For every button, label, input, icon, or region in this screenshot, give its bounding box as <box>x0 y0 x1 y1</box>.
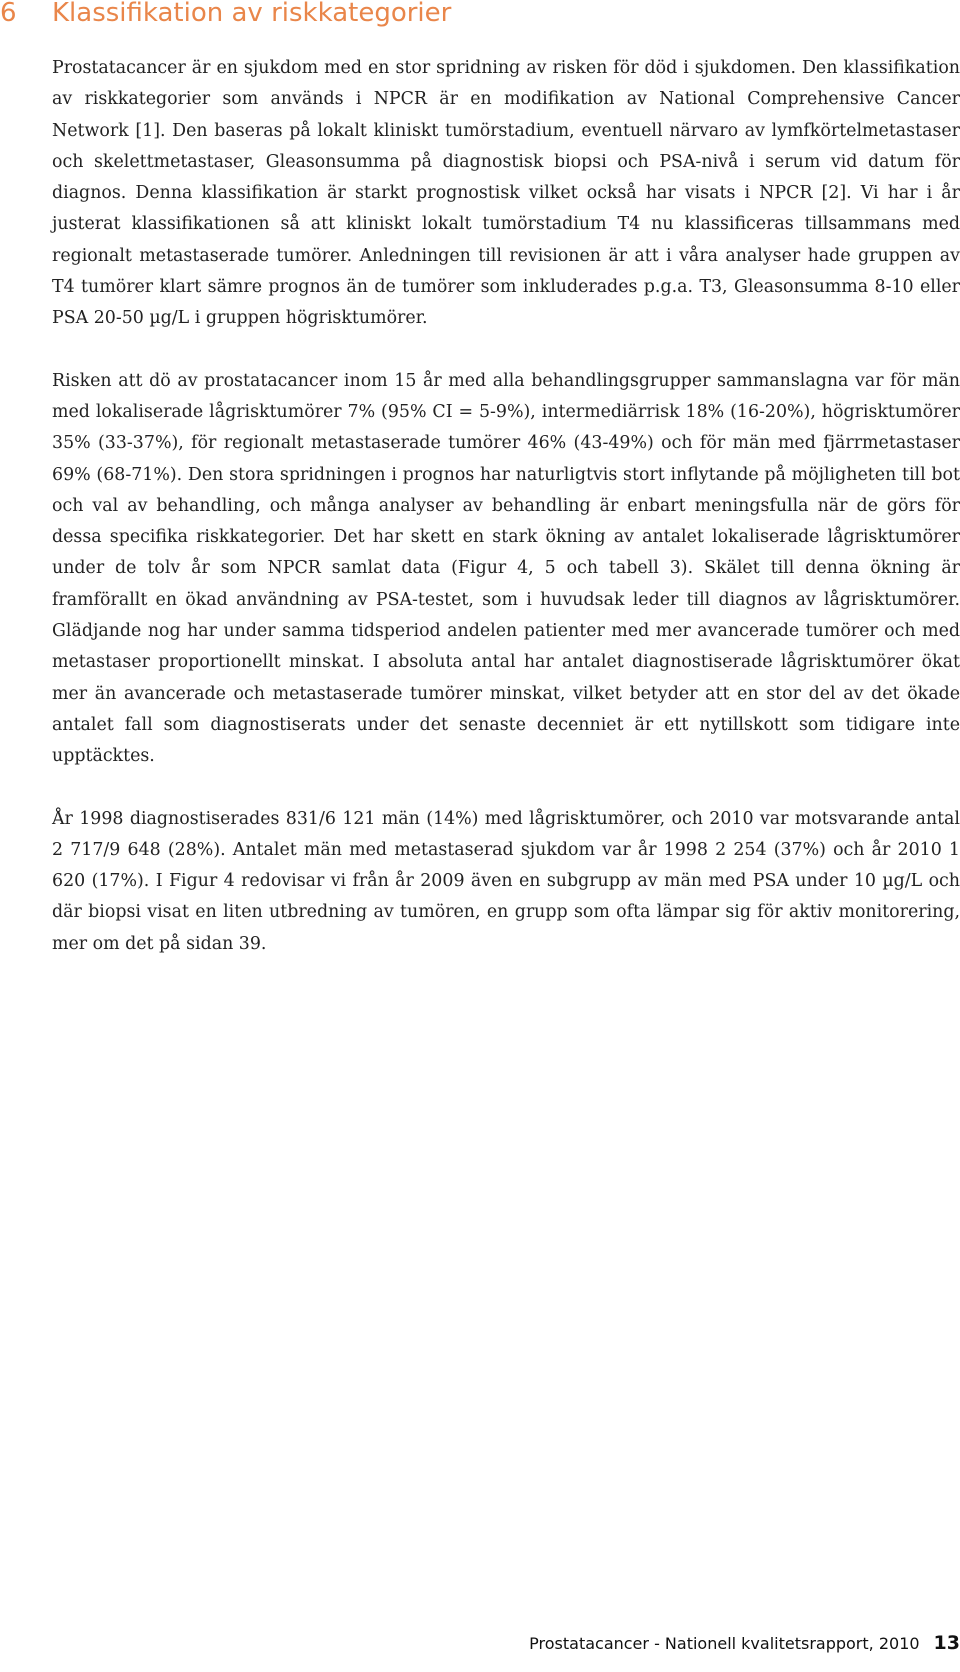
section-title: Klassifikation av riskkategorier <box>52 0 452 28</box>
paragraph-diagnosis-statistics: År 1998 diagnostiserades 831/6 121 män (14%) med lågrisktumörer, och 2010 var motsvarande antal 2 717/9 648 (28%). Antalet män med metastaserad sjukdom var år 1998 2 254 (37%) och år 2010 1 620 (17%). I Figur 4 redovisar vi från år 2009 även en subgrupp av män med PSA under 10 µg/L och där biopsi visat en liten utbredning av tumören, en grupp som ofta lämpar sig för aktiv monitorering, mer om det på sidan 39. <box>52 808 960 954</box>
page-number: 13 <box>933 1632 960 1654</box>
section-number: 6 <box>0 0 17 28</box>
paragraph-risk-classification: Prostatacancer är en sjukdom med en stor spridning av risken för död i sjukdomen. Den klassifikation av riskkategorier som används i NPCR är en modifikation av National Comprehensive Cancer Network [1]. Den baseras på lokalt kliniskt tumörstadium, eventuell närvaro av lymfkörtelmetastaser och skelettmetastaser, Gleasonsumma på diagnostisk biopsi och PSA-nivå i serum vid datum för diagnos. Denna klassifikation är starkt prognostisk vilket också har visats i NPCR [2]. Vi har i år justerat klassifikationen så att kliniskt lokalt tumörstadium T4 nu klassificeras tillsammans med regionalt metastaserade tumörer. Anledningen till revisionen är att i våra analyser hade gruppen av T4 tumörer klart sämre prognos än de tumörer som inkluderades p.g.a. T3, Gleasonsumma 8-10 eller PSA 20-50 µg/L i gruppen högrisktumörer. <box>52 58 960 329</box>
section-heading <box>0 0 451 30</box>
paragraph-mortality-risk: Risken att dö av prostatacancer inom 15 år med alla behandlingsgrupper sammanslagna var för män med lokaliserade lågrisktumörer 7% (95% CI = 5-9%), intermediärrisk 18% (16-20%), högrisktumörer 35% (33-37%), för regionalt metastaserade tumörer 46% (43-49%) och för män med fjärrmetastaser 69% (68-71%). Den stora spridningen i prognos har naturligtvis stort inflytande på möjligheten till bot och val av behandling, och många analyser av behandling är enbart meningsfulla när de görs för dessa specifika riskkategorier. Det har skett en stark ökning av antalet lokaliserade lågrisktumörer under de tolv år som NPCR samlat data (Figur 4, 5 och tabell 3). Skälet till denna ökning är framförallt en ökad användning av PSA-testet, som i huvudsak leder till diagnos av lågrisktumörer. Glädjande nog har under samma tidsperiod andelen patienter med mer avancerade tumörer och med metastaser proportionellt minskat. I absoluta antal har antalet diagnostiserade lågrisktumörer ökat mer än avancerade och metastaserade tumörer minskat, vilket betyder att en stor del av det ökade antalet fall som diagnostiserats under det senaste decenniet är ett nytillskott som tidigare inte upptäcktes. <box>52 370 960 767</box>
page-footer <box>529 1632 960 1662</box>
footer-report-title: Prostatacancer - Nationell kvalitetsrapport, 2010 <box>529 1634 920 1653</box>
body-text <box>52 53 960 991</box>
